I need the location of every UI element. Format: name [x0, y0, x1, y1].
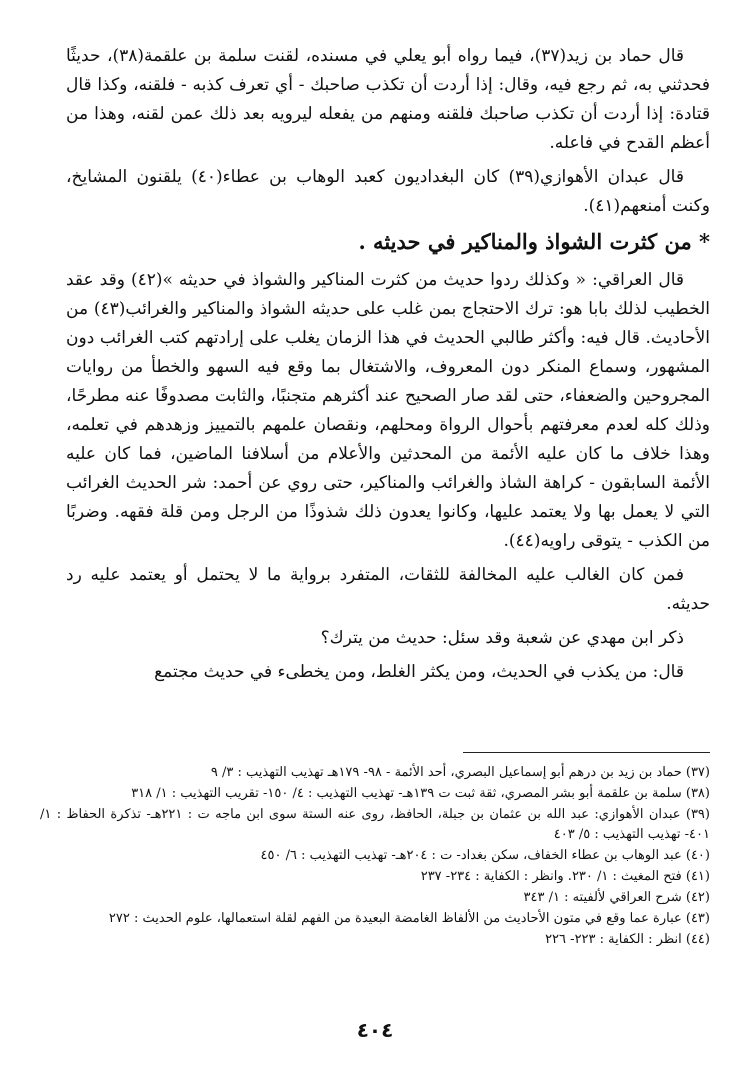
footnote: (٣٩) عبدان الأهوازي: عبد الله بن عثمان بن جبلة، الحافظ، روى عنه الستة سوى ابن ماجه ت : ٢٢١هـ- تذكرة الحفاظ : ١/ ٤٠١- تهذيب التهذيب : ٥/ ٤٠٣ [40, 807, 710, 842]
paragraph-answer: قال: من يكذب في الحديث، ومن يكثر الغلط، ومن يخطىء في حديث مجتمع [154, 662, 684, 682]
footnote: (٣٨) سلمة بن علقمة أبو بشر المصري، ثقة ثبت ت ١٣٩هـ- تهذيب التهذيب : ٤/ ١٥٠- تقريب التهذيب : ١/ ٣١٨ [131, 786, 710, 801]
footnote-divider [463, 752, 710, 753]
paragraph-abdan: قال عبدان الأهوازي(٣٩) كان البغداديون كعبد الوهاب بن عطاء(٤٠) يلقنون المشايخ، وكنت أمنعهم(٤١). [66, 167, 710, 216]
footnote: (٤٢) شرح العراقي لألفيته : ١/ ٣٤٣ [523, 890, 710, 905]
paragraph-ruling: فمن كان الغالب عليه المخالفة للثقات، المتفرد برواية ما لا يحتمل أو يعتمد عليه رد حديثه. [66, 565, 710, 614]
footnote: (٤٤) انظر : الكفاية : ٢٢٣- ٢٢٦ [545, 932, 710, 947]
paragraph-iraqi: قال العراقي: « وكذلك ردوا حديث من كثرت المناكير والشواذ في حديثه »(٤٢) وقد عقد الخطيب لذلك بابا هو: ترك الاحتجاج بمن غلب على حديثه الشواذ والمناكير والغرائب(٤٣) من الأحاديث. قال فيه: وأكثر طالبي الحديث في هذا الزمان يغلب على إرادتهم كتب الغرائب دون المشهور، وسماع المنكر دون المعروف، والاشتغال بما وقع فيه السهو والخطأ من روايات المجروحين والضعفاء، حتى لقد صار الصحيح عند أكثرهم متجنبًا، والثابت مصدوفًا عنه مطرحًا، وذلك كله لعدم معرفتهم بأحوال الرواة ومحلهم، ونقصان علمهم بالتمييز وزهدهم في تعلمه، وهذا خلاف ما كان عليه الأئمة من المحدثين والأعلام من أسلافنا الماضين، فما كان عليه الأئمة السابقون - كراهة الشاذ والغرائب والمناكير، حتى روي عن أحمد: شر الحديث الغرائب التي لا يعمل بها ولا يعتمد عليها، وكانوا يعدون ذلك شذوذًا من الرجل ومن قلة فقهه. وضربًا من الكذب - يتوقى راويه(٤٤). [66, 270, 710, 551]
footnote: (٤٠) عبد الوهاب بن عطاء الخفاف، سكن بغداد- ت : ٢٠٤هـ- تهذيب التهذيب : ٦/ ٤٥٠ [260, 848, 710, 863]
footnote: (٤٣) عبارة عما وقع في متون الأحاديث من الألفاظ الغامضة البعيدة من الفهم لقلة استعمالها، علوم الحديث : ٢٧٢ [108, 911, 710, 926]
footnote: (٣٧) حماد بن زيد بن درهم أبو إسماعيل البصري، أحد الأئمة - ٩٨- ١٧٩هـ تهذيب التهذيب : ٣/ ٩ [210, 765, 710, 780]
main-text [66, 42, 710, 687]
section-heading: * من كثرت الشواذ والمناكير في حديثه . [358, 229, 710, 254]
paragraph-ibn-mahdi: ذكر ابن مهدي عن شعبة وقد سئل: حديث من يترك؟ [320, 628, 684, 648]
footnotes [40, 763, 710, 951]
paragraph-hammad: قال حماد بن زيد(٣٧)، فيما رواه أبو يعلي في مسنده، لقنت سلمة بن علقمة(٣٨)، حديثًا فحدثني به، ثم رجع فيه، وقال: إذا أردت أن تكذب صاحبك - أي تعرف كذبه - فلقنه، وكذا قال قتادة: إذا أردت أن تكذب صاحبك فلقنه ومنهم من يفعله ليرويه بعد ذلك عمن لقنه، وهذا من أعظم القدح في فاعله. [66, 46, 710, 153]
footnote: (٤١) فتح المغيث : ١/ ٢٣٠. وانظر : الكفاية : ٢٣٤- ٢٣٧ [420, 869, 710, 884]
page-number: ٤٠٤ [356, 1018, 394, 1042]
